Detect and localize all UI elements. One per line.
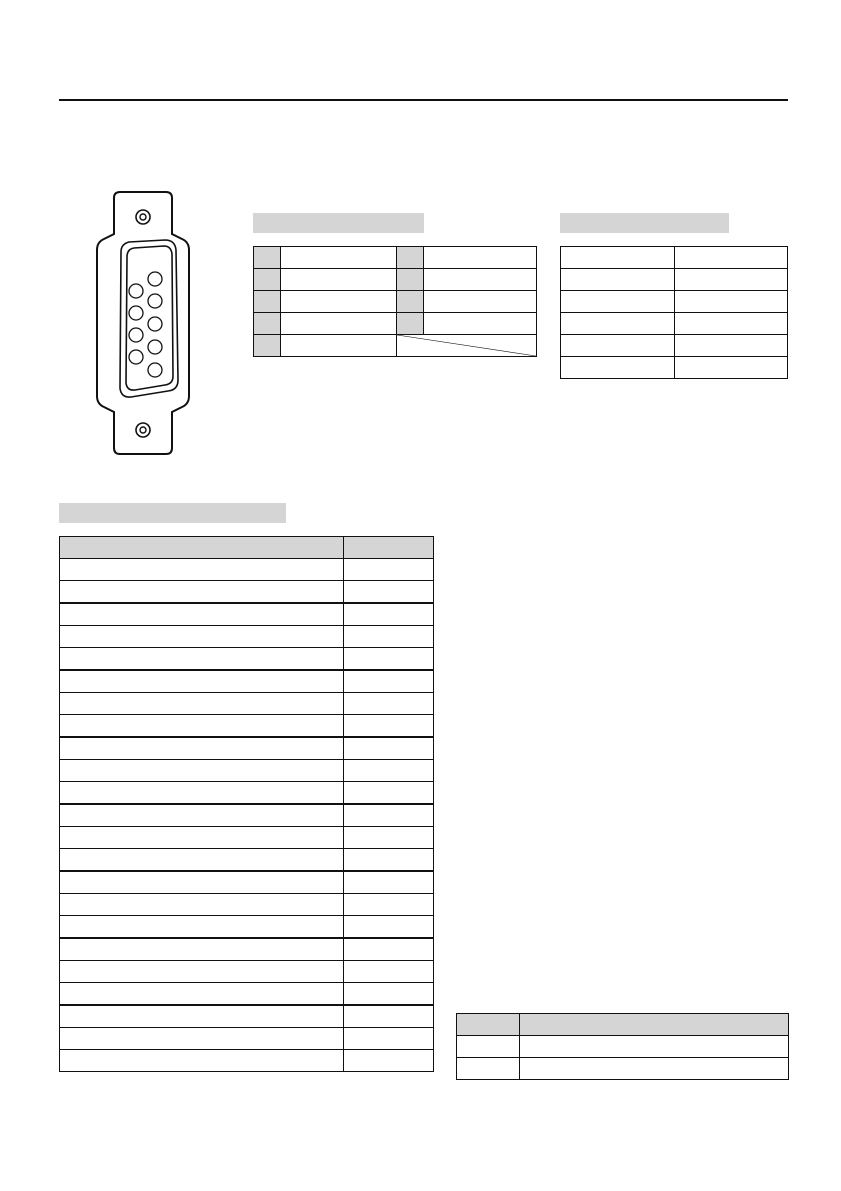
table-row [254,247,537,269]
command-code [344,559,434,581]
pin-signal [281,269,397,291]
command-name [60,693,344,715]
command-name [60,894,344,916]
command-section-header [59,503,286,523]
command-code [344,581,434,604]
command-code [344,670,434,693]
table-row [561,247,788,269]
table-row [60,916,434,939]
setting-label [561,291,675,313]
table-row [60,983,434,1006]
command-code [344,693,434,715]
pin-number [254,291,281,313]
empty-diagonal-cell [397,335,537,357]
setting-value [674,269,788,291]
table-row [561,357,788,379]
pin-number [397,247,424,269]
command-name [60,1005,344,1028]
pin-signal [424,313,537,335]
command-code [344,626,434,648]
pin-section-header [253,213,424,233]
pin-signal [281,335,397,357]
pin-number [254,313,281,335]
command-code [344,938,434,961]
column-header [60,537,344,559]
command-code [344,916,434,939]
command-name [60,626,344,648]
command-code [344,961,434,983]
table-row [60,961,434,983]
setting-label [561,313,675,335]
table-row [561,269,788,291]
table-header-row [457,1014,789,1036]
table-row [60,648,434,671]
command-name [60,827,344,849]
command-name [60,1050,344,1072]
pin-number [254,269,281,291]
pin-signal [424,291,537,313]
setting-label [561,357,675,379]
table-row [60,849,434,872]
diagonal-line [397,335,536,356]
communication-settings-table [560,246,788,379]
setting-label [561,247,675,269]
legend-code [457,1036,520,1058]
command-name [60,804,344,827]
command-name [60,938,344,961]
command-name [60,581,344,604]
setting-value [674,291,788,313]
command-list-table [59,536,434,1072]
command-code [344,1050,434,1072]
table-row [60,782,434,805]
command-code [344,715,434,738]
command-name [60,961,344,983]
command-name [60,603,344,626]
command-name [60,715,344,738]
table-row [60,1050,434,1072]
pin-signal [424,247,537,269]
table-row [254,269,537,291]
command-code [344,894,434,916]
table-row [60,1005,434,1028]
setting-value [674,313,788,335]
command-code [344,648,434,671]
command-code [344,871,434,894]
table-row [60,804,434,827]
command-code [344,849,434,872]
command-code [344,804,434,827]
command-name [60,983,344,1006]
command-name [60,737,344,760]
command-code [344,1028,434,1050]
setting-value [674,335,788,357]
table-row [60,581,434,604]
table-row [60,603,434,626]
table-row [561,335,788,357]
table-row [60,871,434,894]
command-code [344,760,434,782]
pin-assignment-table [253,246,537,357]
table-row [60,737,434,760]
table-row [60,715,434,738]
table-row [561,291,788,313]
command-code [344,1005,434,1028]
pin-signal [281,291,397,313]
pin-signal [424,269,537,291]
pin-number [397,269,424,291]
table-row [561,313,788,335]
header-rule [59,99,788,101]
command-code [344,603,434,626]
table-row [60,559,434,581]
table-header-row [60,537,434,559]
pin-number [397,291,424,313]
command-name [60,648,344,671]
table-row [60,626,434,648]
setting-value [674,357,788,379]
command-code [344,827,434,849]
setting-value [674,247,788,269]
table-row [60,894,434,916]
column-header [344,537,434,559]
pin-number [254,335,281,357]
table-row [60,1028,434,1050]
table-row [60,693,434,715]
legend-meaning [520,1036,789,1058]
d-sub-9-connector-icon [95,190,191,456]
command-code [344,737,434,760]
table-row [254,335,537,357]
command-name [60,1028,344,1050]
table-row [60,827,434,849]
legend-table [456,1013,789,1080]
pin-number [397,313,424,335]
command-name [60,849,344,872]
command-name [60,916,344,939]
command-name [60,871,344,894]
setting-label [561,335,675,357]
table-row [457,1058,789,1080]
command-code [344,983,434,1006]
comm-section-header [560,213,729,233]
pin-signal [281,313,397,335]
command-name [60,782,344,805]
pin-signal [281,247,397,269]
command-code [344,782,434,805]
table-row [60,670,434,693]
table-row [60,938,434,961]
legend-meaning [520,1058,789,1080]
table-row [254,313,537,335]
table-row [254,291,537,313]
table-row [60,760,434,782]
command-name [60,760,344,782]
table-row [457,1036,789,1058]
command-name [60,559,344,581]
setting-label [561,269,675,291]
column-header [520,1014,789,1036]
legend-code [457,1058,520,1080]
column-header [457,1014,520,1036]
pin-number [254,247,281,269]
command-name [60,670,344,693]
